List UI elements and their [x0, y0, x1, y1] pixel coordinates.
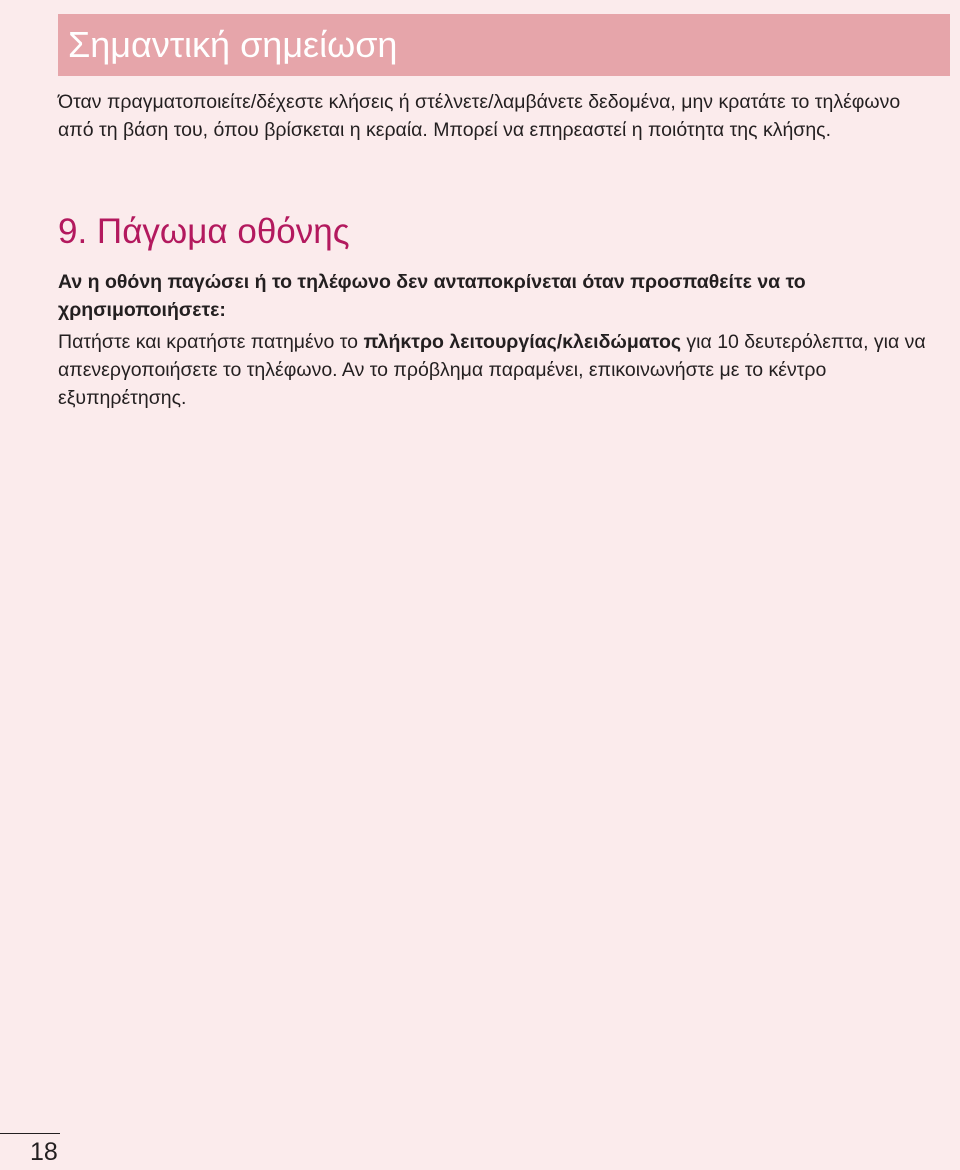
section-lead: Αν η οθόνη παγώσει ή το τηλέφωνο δεν ανταποκρίνεται όταν προσπαθείτε να το χρησιμοποιήσετε:: [58, 271, 806, 321]
note-title: Σημαντική σημείωση: [68, 24, 398, 65]
section-title: 9. Πάγωμα οθόνης: [58, 212, 350, 251]
note-text: Όταν πραγματοποιείτε/δέχεστε κλήσεις ή στέλνετε/λαμβάνετε δεδομένα, μην κρατάτε το τηλέφωνο από τη βάση του, όπου βρίσκεται η κεραία. Μπορεί να επηρεαστεί η ποιότητα της κλήσης.: [58, 91, 901, 141]
footer-rule: [0, 1133, 60, 1134]
section-body: [58, 328, 958, 412]
body-text-before: Πατήστε και κρατήστε πατημένο το: [58, 331, 364, 353]
page-number: 18: [30, 1138, 58, 1166]
note-header: [58, 14, 950, 76]
body-text-after: για 10 δευτερόλεπτα, για να απενεργοποιήσετε το τηλέφωνο. Αν το πρόβλημα παραμένει, επικοινωνήστε με το κέντρο εξυπηρέτησης.: [58, 331, 926, 409]
power-lock-key-label: πλήκτρο λειτουργίας/κλειδώματος: [363, 331, 681, 353]
